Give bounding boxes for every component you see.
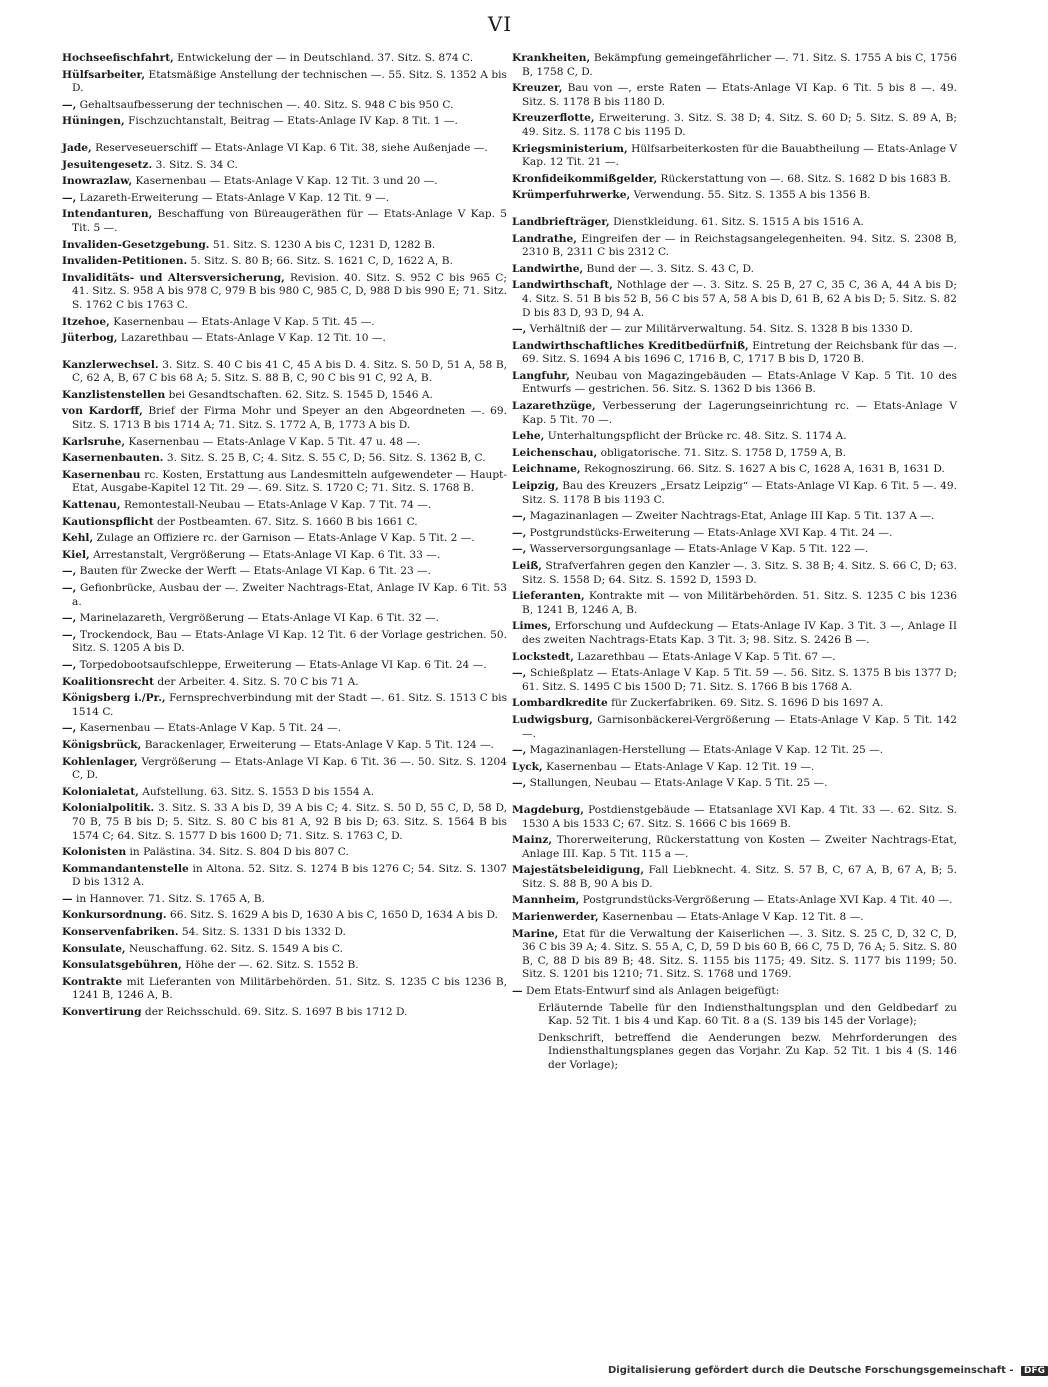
index-entry	[62, 99, 507, 113]
entry-headword: —,	[62, 582, 77, 594]
index-entry	[512, 911, 957, 925]
entry-headword: Invaliditäts- und Altersversicherung,	[62, 271, 285, 284]
index-entry	[62, 359, 507, 386]
entry-text: Bauten für Zwecke der Werft — Etats-Anlage VI Kap. 6 Tit. 23 —.	[79, 565, 432, 578]
entry-headword: Kolonisten	[62, 846, 127, 859]
entry-headword: Jüterbog,	[62, 332, 118, 345]
entry-text: 54. Sitz. S. 1331 D bis 1332 D.	[181, 926, 346, 939]
index-entry	[62, 452, 507, 466]
index-entry	[512, 697, 957, 711]
entry-text: Eingreifen der — in Reichstagsangelegenheiten. 94. Sitz. S. 2308 B, 2310 B, 2311 C bis 2312 C.	[522, 232, 958, 259]
index-entry	[62, 659, 507, 673]
entry-headword: —,	[62, 722, 77, 735]
entry-text: Rückerstattung von —. 68. Sitz. S. 1682 D bis 1683 B.	[660, 172, 951, 185]
entry-headword: —,	[512, 526, 527, 539]
entry-headword: Karlsruhe,	[62, 435, 126, 448]
entry-headword: Inowrazlaw,	[62, 175, 133, 188]
index-entry	[62, 69, 507, 96]
entry-text: Kasernenbau — Etats-Anlage V Kap. 12 Tit. 3 und 20 —.	[135, 175, 438, 188]
entry-text: Stallungen, Neubau — Etats-Anlage V Kap. 5 Tit. 25 —.	[529, 777, 828, 790]
entry-text: Garnisonbäckerei-Vergrößerung — Etats-Anlage V Kap. 5 Tit. 142 —.	[522, 713, 957, 740]
entry-text: der Reichsschuld. 69. Sitz. S. 1697 B bis 1712 D.	[144, 1006, 408, 1019]
entry-headword: Kasernenbau	[62, 468, 141, 481]
entry-headword: Marienwerder,	[512, 911, 599, 924]
entry-text: Kasernenbau — Etats-Anlage V Kap. 12 Tit. 19 —.	[546, 760, 815, 773]
index-entry	[62, 612, 507, 626]
index-entry	[512, 590, 957, 617]
index-entry	[62, 926, 507, 940]
entry-text: in Palästina. 34. Sitz. S. 804 D bis 807 C.	[129, 846, 349, 859]
entry-headword: Kolonialpolitik.	[62, 802, 155, 815]
index-entry	[62, 208, 507, 235]
entry-headword: Königsbrück,	[62, 738, 142, 751]
index-entry	[512, 527, 957, 541]
entry-text: Verbesserung der Lagerungseinrichtung rc. — Etats-Anlage V Kap. 5 Tit. 70 —.	[522, 400, 957, 426]
index-entry	[62, 532, 507, 546]
index-entry	[62, 142, 507, 156]
entry-headword: Kasernenbauten.	[62, 452, 164, 465]
index-entry	[62, 976, 507, 1003]
entry-text: Barackenlager, Erweiterung — Etats-Anlage V Kap. 5 Tit. 124 —.	[144, 738, 494, 751]
entry-headword: —,	[62, 565, 77, 578]
entry-text: Eintretung der Reichsbank für das —. 69. Sitz. S. 1694 A bis 1696 C, 1716 B, C, 1717 B bis D, 1720 B.	[522, 339, 958, 366]
index-entry	[62, 316, 507, 330]
entry-text: Etatsmäßige Anstellung der technischen —. 55. Sitz. S. 1352 A bis D.	[72, 68, 507, 95]
index-entry	[512, 543, 957, 557]
entry-headword: Lazarethzüge,	[512, 400, 596, 413]
entry-text: 3. Sitz. S. 25 B, C; 4. Sitz. S. 55 C, D; 56. Sitz. S. 1362 B, C.	[166, 452, 486, 465]
entry-headword: Königsberg i./Pr.,	[62, 692, 166, 705]
index-entry	[512, 560, 957, 587]
index-entry	[62, 943, 507, 957]
index-entry	[62, 516, 507, 530]
entry-text: Magazinanlagen — Zweiter Nachtrags-Etat, Anlage III Kap. 5 Tit. 137 A —.	[529, 510, 935, 523]
index-entry	[512, 263, 957, 277]
credit-text: Digitalisierung gefördert durch die Deutsche Forschungsgemeinschaft -	[608, 1365, 1014, 1376]
index-entry	[512, 864, 957, 891]
entry-headword: Kreuzerflotte,	[512, 112, 595, 125]
index-entry	[62, 565, 507, 579]
index-entry	[62, 756, 507, 783]
entry-headword: Majestätsbeleidigung,	[512, 864, 645, 877]
entry-text: 3. Sitz. S. 33 A bis D, 39 A bis C; 4. Sitz. S. 50 D, 55 C, D, 58 D, 70 B, 75 B bis D; 5. Sitz. S. 80 C bis 81 A, 92 B bis D; 63. Sitz. S. 1564 B bis 1574 C; 64. Sitz. S. 1577 D bis 1600 D; 71. Sitz. S. 1763 C, D.	[72, 802, 507, 842]
index-entry	[62, 175, 507, 189]
index-entry	[512, 744, 957, 758]
entry-text: der Arbeiter. 4. Sitz. S. 70 C bis 71 A.	[157, 675, 359, 688]
index-entry	[62, 629, 507, 656]
entry-headword: Kattenau,	[62, 499, 121, 512]
entry-text: Verwendung. 55. Sitz. S. 1355 A bis 1356 B.	[633, 189, 871, 202]
entry-text: Gefionbrücke, Ausbau der —. Zweiter Nachtrags-Etat, Anlage IV Kap. 6 Tit. 53 a.	[72, 582, 507, 608]
entry-text: Lazareth-Erweiterung — Etats-Anlage V Kap. 12 Tit. 9 —.	[79, 191, 390, 204]
entry-headword: Kreuzer,	[512, 82, 563, 95]
entry-text: in Hannover. 71. Sitz. S. 1765 A, B.	[75, 892, 265, 905]
entry-headword: —,	[512, 744, 527, 757]
entry-headword: Lockstedt,	[512, 650, 574, 663]
entry-headword: Ludwigsburg,	[512, 713, 593, 726]
entry-headword: Konvertirung	[62, 1006, 142, 1019]
digitization-credit	[608, 1365, 1048, 1376]
index-entry	[62, 405, 507, 432]
entry-headword: —,	[62, 98, 77, 111]
entry-text: Fernsprechverbindung mit der Stadt —. 61. Sitz. S. 1513 C bis 1514 C.	[72, 692, 508, 718]
entry-text: mit Lieferanten von Militärbehörden. 51. Sitz. S. 1235 C bis 1236 B, 1241 B, 1246 A, B.	[72, 975, 507, 1002]
entry-text: Postgrundstücks-Vergrößerung — Etats-Anlage XVI Kap. 4 Tit. 40 —.	[582, 894, 953, 907]
entry-headword: Lombardkredite	[512, 697, 608, 710]
entry-headword: Itzehoe,	[62, 315, 110, 328]
index-entry	[512, 400, 957, 427]
entry-text: Kontrakte mit — von Militärbehörden. 51. Sitz. S. 1235 C bis 1236 B, 1241 B, 1246 A, B.	[522, 590, 957, 616]
entry-headword: Jade,	[62, 141, 92, 154]
index-entry	[62, 893, 507, 907]
entry-headword: Landrathe,	[512, 232, 577, 245]
index-column-left	[62, 52, 507, 1023]
entry-headword: Leipzig,	[512, 480, 559, 493]
index-entry	[512, 82, 957, 109]
index-entry	[512, 761, 957, 775]
entry-text: Neubau von Magazingebäuden — Etats-Anlage V Kap. 5 Tit. 10 des Entwurfs — gestrichen. 56. Sitz. S. 1362 D bis 1366 B.	[522, 369, 957, 396]
entry-headword: Koalitionsrecht	[62, 675, 154, 688]
entry-headword: Krankheiten,	[512, 52, 591, 64]
entry-headword: Kohlenlager,	[62, 755, 138, 768]
entry-headword: Hüningen,	[62, 115, 125, 128]
entry-text: Vergrößerung — Etats-Anlage VI Kap. 6 Tit. 36 —. 50. Sitz. S. 1204 C, D.	[72, 755, 508, 782]
entry-text: Erweiterung. 3. Sitz. S. 38 D; 4. Sitz. S. 60 D; 5. Sitz. S. 89 A, B; 49. Sitz. S. 1178 C bis 1195 D.	[522, 112, 957, 138]
entry-text: 3. Sitz. S. 40 C bis 41 C, 45 A bis D. 4. Sitz. S. 50 D, 51 A, 58 B, C, 62 A, B, 67 C bis 68 A; 5. Sitz. S. 88 B, C, 90 C bis 91 C, 92 A, B.	[72, 358, 508, 385]
index-entry	[512, 323, 957, 337]
index-entry	[62, 272, 507, 313]
entry-headword: —,	[512, 543, 527, 556]
entry-headword: —	[62, 892, 73, 905]
entry-text: Kasernenbau — Etats-Anlage V Kap. 5 Tit. 47 u. 48 —.	[128, 435, 421, 448]
entry-text: Schießplatz — Etats-Anlage V Kap. 5 Tit. 59 —. 56. Sitz. S. 1375 B bis 1377 D; 61. Sitz. S. 1495 C bis 1500 D; 71. Sitz. S. 1766 B bis 1768 A.	[522, 667, 957, 693]
entry-headword: Lieferanten,	[512, 590, 585, 603]
entry-text: in Altona. 52. Sitz. S. 1274 B bis 1276 C; 54. Sitz. S. 1307 D bis 1312 A.	[72, 862, 507, 889]
entry-text: Postdienstgebäude — Etatsanlage XVI Kap. 4 Tit. 33 —. 62. Sitz. S. 1530 A bis 1533 C; 67. Sitz. S. 1666 C bis 1669 B.	[522, 803, 957, 830]
index-entry	[62, 582, 507, 609]
index-entry	[512, 1032, 957, 1073]
entry-headword: —,	[512, 667, 527, 680]
index-entry	[512, 189, 957, 203]
entry-text: Bau des Kreuzers „Ersatz Leipzig“ — Etats-Anlage VI Kap. 6 Tit. 5 —. 49. Sitz. S. 1178 B bis 1193 C.	[522, 480, 957, 506]
entry-headword: Jesuitengesetz.	[62, 158, 153, 171]
entry-headword: Krümperfuhrwerke,	[512, 189, 631, 202]
index-entry	[512, 667, 957, 694]
entry-text: Nothlage der —. 3. Sitz. S. 25 B, 27 C, 35 C, 36 A, 44 A bis D; 4. Sitz. S. 51 B bis 52 B, 56 C bis 57 A, 58 A bis D, 61 B, 62 A bis D; 5. Sitz. S. 82 D bis 83 D, 93 D, 94 A.	[522, 279, 957, 319]
entry-headword: Limes,	[512, 620, 552, 633]
index-entry	[62, 1006, 507, 1020]
index-entry	[512, 52, 957, 79]
entry-text: Lazarethbau — Etats-Anlage V Kap. 5 Tit. 67 —.	[577, 650, 836, 663]
index-entry	[512, 173, 957, 187]
entry-text: Fall Liebknecht. 4. Sitz. S. 57 B, C, 67 A, B, 67 A, B; 5. Sitz. S. 88 B, 90 A bis D.	[522, 864, 957, 890]
index-entry	[62, 692, 507, 719]
entry-text: Reserveseuerschiff — Etats-Anlage VI Kap. 6 Tit. 38, siehe Außenjade —.	[95, 141, 488, 154]
entry-text: Erforschung und Aufdeckung — Etats-Anlage IV Kap. 3 Tit. 3 —, Anlage II des zweiten Nachtrags-Etats Kap. 3 Tit. 3; 98. Sitz. S. 2426 B —.	[522, 620, 958, 646]
entry-text: Entwickelung der — in Deutschland. 37. Sitz. S. 874 C.	[177, 52, 474, 64]
entry-headword: Hülfsarbeiter,	[62, 68, 146, 81]
entry-headword: Kolonialetat,	[62, 785, 139, 798]
index-entry	[512, 480, 957, 507]
index-entry	[512, 777, 957, 791]
index-entry	[62, 802, 507, 843]
entry-headword: Leichenschau,	[512, 446, 598, 459]
index-entry	[512, 620, 957, 647]
index-entry	[512, 463, 957, 477]
entry-headword: —,	[62, 612, 77, 625]
index-entry	[512, 510, 957, 524]
entry-headword: Mannheim,	[512, 894, 580, 907]
entry-text: Postgrundstücks-Erweiterung — Etats-Anlage XVI Kap. 4 Tit. 24 —.	[529, 526, 893, 539]
entry-headword: Konservenfabriken.	[62, 926, 179, 939]
entry-text: Magazinanlagen-Herstellung — Etats-Anlage V Kap. 12 Tit. 25 —.	[529, 744, 884, 757]
index-entry	[62, 469, 507, 496]
entry-headword: —,	[512, 323, 527, 336]
index-entry	[62, 389, 507, 403]
entry-text: Lazarethbau — Etats-Anlage V Kap. 12 Tit. 10 —.	[120, 332, 386, 345]
entry-headword: Hochseefischfahrt,	[62, 52, 174, 64]
entry-headword: Lehe,	[512, 430, 545, 443]
entry-headword: Kehl,	[62, 532, 94, 545]
entry-headword: Marine,	[512, 927, 559, 940]
index-entry	[62, 159, 507, 173]
entry-text: rc. Kosten, Erstattung aus Landesmitteln aufgewendeter — Haupt-Etat, Ausgabe-Kapitel 12 Tit. 29 —. 69. Sitz. S. 1720 C; 71. Sitz. S. 1768 B.	[72, 468, 507, 495]
entry-text: Revision. 40. Sitz. S. 952 C bis 965 C; 41. Sitz. S. 958 A bis 978 C, 979 B bis 980 C, 985 C, D, 988 D bis 990 E; 71. Sitz. S. 1762 C bis 1763 C.	[72, 271, 507, 311]
entry-headword: Konsulatsgebühren,	[62, 959, 182, 972]
entry-text: Strafverfahren gegen den Kanzler —. 3. Sitz. S. 38 B; 4. Sitz. S. 66 C, D; 63. Sitz. S. 1558 D; 64. Sitz. S. 1592 D, 1593 D.	[522, 560, 958, 586]
entry-headword: Konsulate,	[62, 942, 126, 955]
entry-text: Wasserversorgungsanlage — Etats-Anlage V Kap. 5 Tit. 122 —.	[529, 543, 869, 556]
entry-headword: —,	[512, 510, 527, 523]
entry-text: Kasernenbau — Etats-Anlage V Kap. 5 Tit. 24 —.	[79, 722, 342, 735]
entry-text: Kasernenbau — Etats-Anlage V Kap. 5 Tit. 45 —.	[113, 315, 375, 328]
entry-text: Unterhaltungspflicht der Brücke rc. 48. Sitz. S. 1174 A.	[547, 430, 847, 443]
index-entry	[512, 233, 957, 260]
entry-text: Neuschaffung. 62. Sitz. S. 1549 A bis C.	[129, 942, 344, 955]
entry-headword: Landwirthschaftliches Kreditbedürfniß,	[512, 339, 749, 352]
entry-headword: Invaliden-Petitionen.	[62, 255, 188, 268]
entry-text: bei Gesandtschaften. 62. Sitz. S. 1545 D, 1546 A.	[168, 388, 433, 401]
index-entry	[62, 115, 507, 129]
entry-text: Denkschrift, betreffend die Aenderungen bezw. Mehrforderungen des Indiensthaltungsplanes gegen das Vorjahr. Zu Kap. 52 Tit. 1 bis 4 (S. 146 der Vorlage);	[538, 1031, 957, 1071]
entry-text: obligatorische. 71. Sitz. S. 1758 D, 1759 A, B.	[600, 446, 846, 459]
index-entry	[62, 52, 507, 66]
entry-text: Verhältniß der — zur Militärverwaltung. 54. Sitz. S. 1328 B bis 1330 D.	[529, 323, 913, 336]
index-entry	[62, 959, 507, 973]
entry-text: Marinelazareth, Vergrößerung — Etats-Anlage VI Kap. 6 Tit. 32 —.	[79, 612, 440, 625]
index-column-right	[512, 52, 957, 1076]
entry-text: Bau von —, erste Raten — Etats-Anlage VI Kap. 6 Tit. 5 bis 8 —. 49. Sitz. S. 1178 B bis 1180 D.	[522, 82, 957, 108]
entry-headword: Kriegsministerium,	[512, 142, 628, 155]
entry-headword: Kanzlerwechsel.	[62, 358, 159, 371]
index-entry	[512, 216, 957, 230]
index-entry	[62, 722, 507, 736]
entry-headword: Kronfideikommißgelder,	[512, 172, 658, 185]
entry-headword: Leichname,	[512, 463, 581, 476]
index-entry	[512, 143, 957, 170]
entry-text: Aufstellung. 63. Sitz. S. 1553 D bis 1554 A.	[142, 785, 375, 798]
entry-headword: von Kardorff,	[62, 405, 143, 418]
entry-text: Torpedobootsaufschleppe, Erweiterung — Etats-Anlage VI Kap. 6 Tit. 24 —.	[79, 658, 487, 671]
index-entry	[512, 1002, 957, 1029]
entry-text: Arrestanstalt, Vergrößerung — Etats-Anlage VI Kap. 6 Tit. 33 —.	[93, 548, 441, 561]
entry-text: Gehaltsaufbesserung der technischen —. 40. Sitz. S. 948 C bis 950 C.	[79, 98, 454, 111]
entry-headword: —,	[62, 191, 77, 204]
entry-headword: —	[512, 985, 523, 998]
entry-headword: Magdeburg,	[512, 803, 584, 816]
entry-headword: Leiß,	[512, 560, 542, 572]
index-entry	[512, 834, 957, 861]
entry-text: Trockendock, Bau — Etats-Anlage VI Kap. 12 Tit. 6 der Vorlage gestrichen. 50. Sitz. S. 1205 A bis D.	[72, 628, 507, 655]
entry-text: 66. Sitz. S. 1629 A bis D, 1630 A bis C, 1650 D, 1634 A bis D.	[169, 909, 498, 922]
entry-text: Erläuternde Tabelle für den Indiensthaltungsplan und den Geldbedarf zu Kap. 52 Tit. 1 bis 4 und Kap. 60 Tit. 8 a (S. 139 bis 145 der Vorlage);	[538, 1001, 957, 1028]
entry-text: 51. Sitz. S. 1230 A bis C, 1231 D, 1282 B.	[212, 238, 436, 251]
entry-text: Dienstkleidung. 61. Sitz. S. 1515 A bis 1516 A.	[613, 215, 864, 228]
index-entry	[62, 676, 507, 690]
entry-text: Brief der Firma Mohr und Speyer an den Abgeordneten —. 69. Sitz. S. 1713 B bis 1714 A; 71. Sitz. S. 1772 A, B, 1773 A bis D.	[72, 405, 508, 432]
entry-text: der Postbeamten. 67. Sitz. S. 1660 B bis 1661 C.	[156, 515, 418, 528]
index-entry	[62, 332, 507, 346]
entry-text: Dem Etats-Entwurf sind als Anlagen beigefügt:	[525, 985, 780, 998]
entry-headword: Mainz,	[512, 834, 553, 847]
index-entry	[62, 255, 507, 269]
entry-text: Hülfsarbeiterkosten für die Bauabtheilung — Etats-Anlage V Kap. 12 Tit. 21 —.	[522, 142, 957, 169]
entry-headword: —,	[62, 658, 77, 671]
entry-text: Bund der —. 3. Sitz. S. 43 C, D.	[586, 262, 755, 275]
index-entry	[62, 846, 507, 860]
entry-text: Remontestall-Neubau — Etats-Anlage V Kap. 7 Tit. 74 —.	[123, 499, 432, 512]
entry-headword: Kiel,	[62, 548, 90, 561]
entry-headword: Kommandantenstelle	[62, 862, 189, 875]
entry-text: Bekämpfung gemeingefährlicher —. 71. Sitz. S. 1755 A bis C, 1756 B, 1758 C, D.	[522, 52, 957, 78]
index-entry	[512, 651, 957, 665]
entry-headword: Kanzlistenstellen	[62, 388, 166, 401]
index-entry	[512, 714, 957, 741]
entry-headword: Landwirthschaft,	[512, 279, 613, 292]
index-entry	[62, 786, 507, 800]
entry-text: Fischzuchtanstalt, Beitrag — Etats-Anlage IV Kap. 8 Tit. 1 —.	[128, 115, 458, 128]
entry-headword: Landwirthe,	[512, 262, 584, 275]
entry-headword: Invaliden-Gesetzgebung.	[62, 238, 210, 251]
entry-text: Thorerweiterung, Rückerstattung von Kosten — Zweiter Nachtrags-Etat, Anlage III. Kap. 5 Tit. 115 a —.	[522, 834, 957, 860]
index-entry	[62, 499, 507, 513]
index-entry	[62, 239, 507, 253]
index-entry	[62, 863, 507, 890]
entry-headword: Langfuhr,	[512, 369, 570, 382]
index-entry	[512, 447, 957, 461]
index-entry	[62, 739, 507, 753]
index-entry	[512, 279, 957, 320]
page-number: VI	[487, 12, 513, 36]
entry-text: Kasernenbau — Etats-Anlage V Kap. 12 Tit. 8 —.	[602, 911, 864, 924]
index-entry	[512, 430, 957, 444]
entry-text: Zulage an Offiziere rc. der Garnison — Etats-Anlage V Kap. 5 Tit. 2 —.	[96, 532, 475, 545]
entry-text: Beschaffung von Büreaugeräthen für — Etats-Anlage V Kap. 5 Tit. 5 —.	[72, 208, 507, 234]
index-entry	[512, 112, 957, 139]
entry-headword: —,	[512, 777, 527, 790]
index-entry	[512, 340, 957, 367]
index-entry	[512, 928, 957, 982]
entry-text: Höhe der —. 62. Sitz. S. 1552 B.	[185, 959, 359, 972]
entry-text: Rekognoszirung. 66. Sitz. S. 1627 A bis C, 1628 A, 1631 B, 1631 D.	[583, 463, 945, 476]
index-entry	[62, 436, 507, 450]
entry-text: 3. Sitz. S. 34 C.	[155, 158, 238, 171]
entry-text: 5. Sitz. S. 80 B; 66. Sitz. S. 1621 C, D, 1622 A, B.	[190, 255, 453, 268]
index-entry	[512, 985, 957, 999]
index-entry	[62, 192, 507, 206]
entry-text: Etat für die Verwaltung der Kaiserlichen —. 3. Sitz. S. 25 C, D, 32 C, D, 36 C bis 39 A; 4. Sitz. S. 55 A, C, D, 59 D bis 60 B, 66 C, 75 D, 76 A; 5. Sitz. S. 80 B, C, 88 D bis 89 B; 48. Sitz. S. 1155 bis 1175; 49. Sitz. S. 1177 bis 1199; 50. Sitz. S. 1201 bis 1210; 71. Sitz. S. 1768 und 1769.	[522, 927, 957, 981]
index-entry	[512, 804, 957, 831]
index-entry	[512, 370, 957, 397]
index-entry	[62, 549, 507, 563]
entry-headword: Lyck,	[512, 760, 543, 773]
entry-headword: —,	[62, 628, 77, 641]
entry-headword: Intendanturen,	[62, 208, 153, 221]
index-entry	[512, 894, 957, 908]
entry-headword: Kontrakte	[62, 975, 123, 988]
entry-text: für Zuckerfabriken. 69. Sitz. S. 1696 D bis 1697 A.	[611, 697, 884, 710]
dfg-logo: DFG	[1021, 1366, 1048, 1376]
entry-headword: Kautionspflicht	[62, 515, 154, 528]
index-entry	[62, 909, 507, 923]
entry-headword: Landbriefträger,	[512, 215, 610, 228]
entry-headword: Konkursordnung.	[62, 909, 167, 922]
